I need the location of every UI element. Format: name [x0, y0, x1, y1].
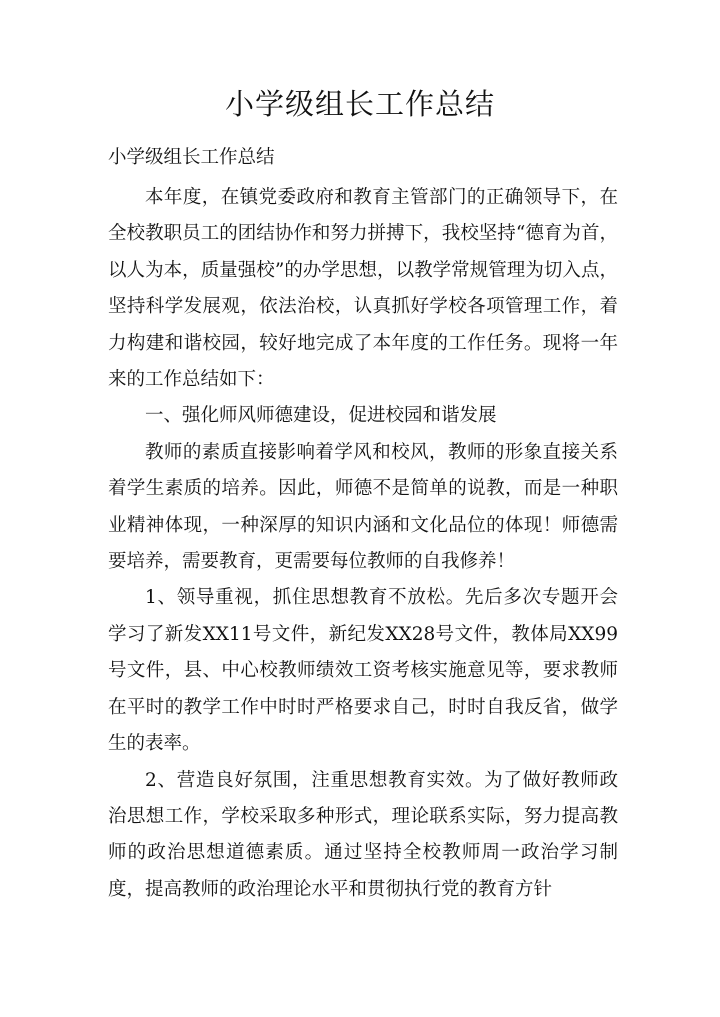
document-subtitle: 小学级组长工作总结 — [108, 147, 275, 168]
document-body — [108, 180, 618, 908]
section-heading: 一、强化师风师德建设，促进校园和谐发展 — [145, 405, 497, 427]
paragraph-point-1: 1、领导重视，抓住思想教育不放松。先后多次专题开会学习了新发XX11号文件，新纪发XX28号文件，教体局XX99号文件，县、中心校教师绩效工资考核实施意见等，要求教师在平时的教学工作中时时严格要求自己，时时自我反省，做学生的表率。 — [108, 587, 618, 755]
paragraph-intro: 本年度，在镇党委政府和教育主管部门的正确领导下，在全校教职员工的团结协作和努力拼搏下，我校坚持“德育为首，以人为本，质量强校”的办学思想，以教学常规管理为切入点，坚持科学发展观，依法治校，认真抓好学校各项管理工作，着力构建和谐校园，较好地完成了本年度的工作任务。现将一年来的工作总结如下： — [108, 187, 618, 391]
document-title: 小学级组长工作总结 — [224, 87, 495, 121]
paragraph-point-2: 2、营造良好氛围，注重思想教育实效。为了做好教师政治思想工作，学校采取多种形式，理论联系实际，努力提高教师的政治思想道德素质。通过坚持全校教师周一政治学习制度，提高教师的政治理论水平和贯彻执行党的教育方针 — [108, 769, 618, 900]
paragraph-teacher-quality: 教师的素质直接影响着学风和校风，教师的形象直接关系着学生素质的培养。因此，师德不是简单的说教，而是一种职业精神体现，一种深厚的知识内涵和文化品位的体现！师德需要培养，需要教育，更需要每位教师的自我修养！ — [108, 441, 618, 573]
